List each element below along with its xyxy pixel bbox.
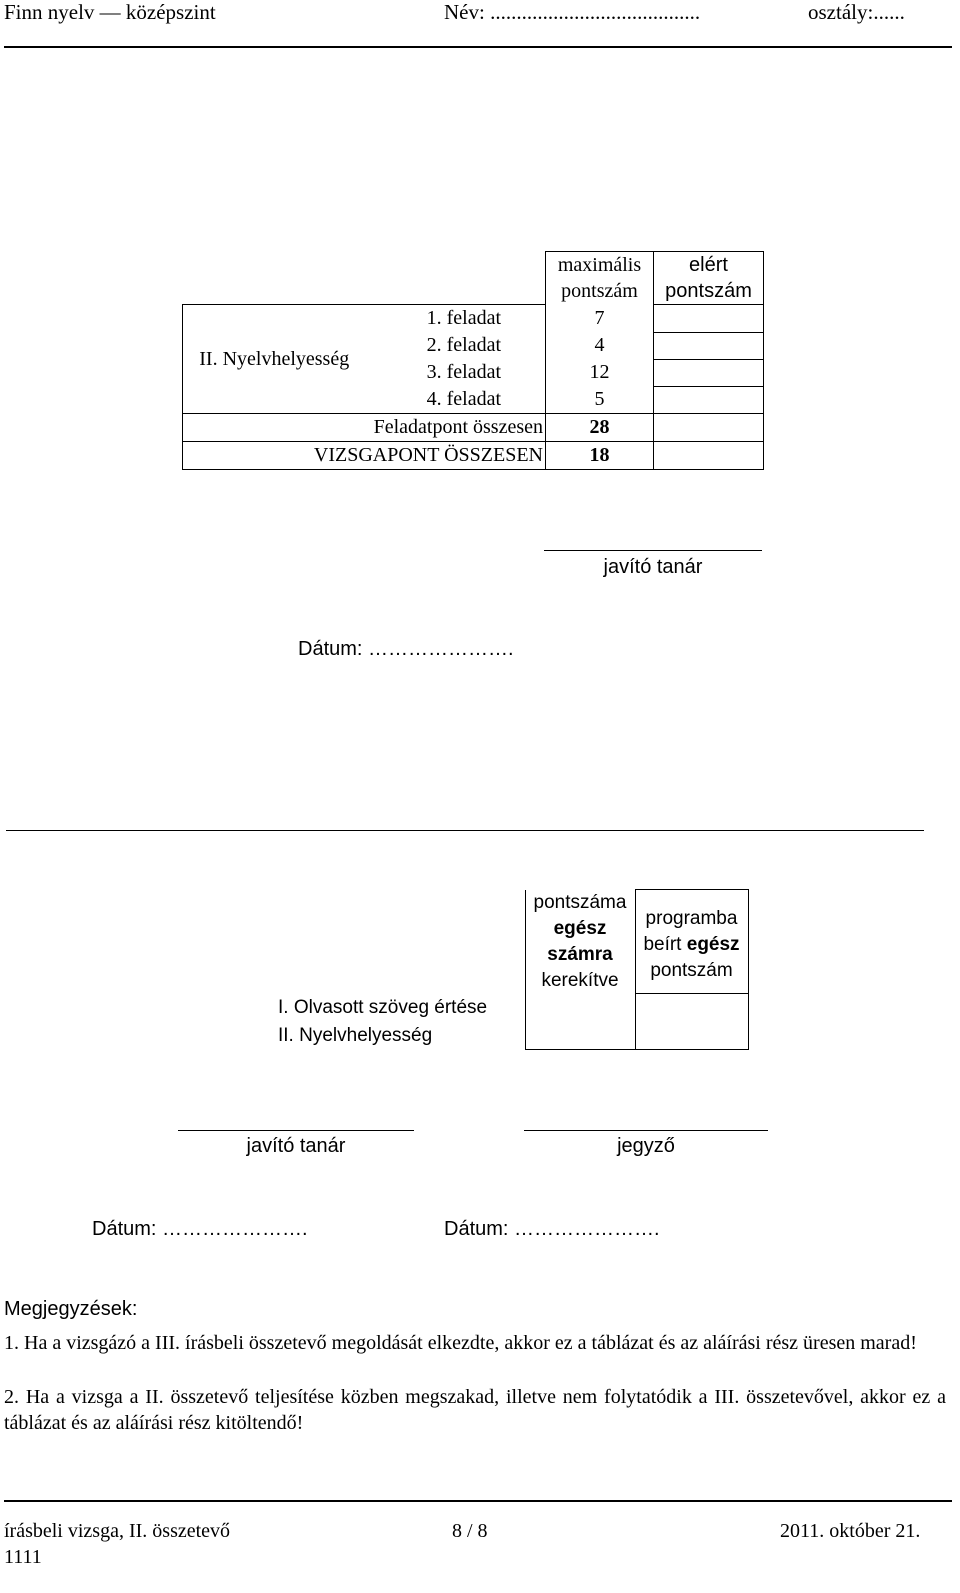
signature-label-notary: jegyző [617, 1135, 675, 1157]
header-rule [4, 46, 952, 48]
signature-label-teacher: javító tanár [246, 1135, 346, 1157]
date-field-left[interactable]: Dátum: …………………. [92, 1218, 308, 1240]
date-field[interactable]: Dátum: …………………. [298, 638, 514, 660]
rounded-cell[interactable] [525, 994, 635, 1022]
task-label: 4. feladat [366, 386, 546, 414]
entered-cell[interactable] [635, 994, 748, 1022]
score-table-1 [182, 251, 764, 470]
row-label: II. Nyelvhelyesség [278, 1024, 433, 1046]
max-points-header: maximális pontszám [546, 252, 654, 305]
section-divider [6, 830, 924, 831]
rounded-points-header: pontszáma egész számra kerekítve [525, 890, 635, 994]
rounded-cell[interactable] [525, 1022, 635, 1050]
subtotal-row [183, 414, 764, 442]
footer-code: 1111 [4, 1546, 42, 1568]
footer-page-number: 8 / 8 [452, 1520, 488, 1542]
total-reached-cell[interactable] [654, 442, 764, 470]
task-label: 2. feladat [426, 334, 501, 356]
notes-title: Megjegyzések: [4, 1298, 138, 1320]
note-item: 1. Ha a vizsgázó a III. írásbeli összetevő megoldását elkezdte, akkor ez a táblázat és az aláírási rész üresen marad! [4, 1332, 917, 1354]
footer-rule [4, 1500, 952, 1502]
task-label: 1. feladat [366, 305, 546, 333]
entered-points-header: programba beírt egész pontszám [635, 890, 748, 994]
table2-header-row [278, 890, 748, 994]
table-row [278, 994, 748, 1022]
entered-cell[interactable] [635, 1022, 748, 1050]
header-subject: Finn nyelv — középszint [4, 0, 216, 24]
section-label: II. Nyelvhelyesség [183, 305, 366, 414]
subtotal-label: Feladatpont összesen [183, 414, 546, 442]
task-reached-cell[interactable] [654, 359, 764, 386]
reached-points-header: elért pontszám [654, 252, 764, 305]
total-row [183, 442, 764, 470]
date-field-right[interactable]: Dátum: …………………. [444, 1218, 660, 1240]
table-row [183, 305, 764, 333]
total-label: VIZSGAPONT ÖSSZESEN [183, 442, 546, 470]
task-max: 4 [546, 332, 654, 359]
task-reached-cell[interactable] [654, 332, 764, 359]
task-label: 3. feladat [426, 361, 501, 383]
subtotal-reached-cell[interactable] [654, 414, 764, 442]
signature-label: javító tanár [603, 556, 703, 578]
signature-line [178, 1130, 414, 1131]
task-reached-cell[interactable] [654, 386, 764, 414]
table-row [278, 1022, 748, 1050]
table1-header-row [183, 252, 764, 305]
total-value: 18 [546, 442, 654, 470]
row-label: I. Olvasott szöveg értése [278, 996, 488, 1018]
task-max: 5 [546, 386, 654, 414]
note-item: 2. Ha a vizsga a II. összetevő teljesítése közben megszakad, illetve nem folytatódik a III. összetevővel, akkor ez a táblázat és az aláírási rész kitöltendő! [4, 1386, 946, 1434]
signature-line [524, 1130, 768, 1131]
score-table-2 [278, 889, 749, 1050]
task-max: 12 [546, 359, 654, 386]
header-name-field: Név: ........................................ [444, 0, 701, 24]
signature-line [544, 550, 762, 551]
header-class-field: osztály:...... [808, 0, 905, 24]
footer-exam: írásbeli vizsga, II. összetevő [4, 1520, 231, 1542]
subtotal-value: 28 [546, 414, 654, 442]
task-reached-cell[interactable] [654, 305, 764, 333]
footer-date: 2011. október 21. [780, 1520, 921, 1542]
task-max: 7 [546, 305, 654, 333]
